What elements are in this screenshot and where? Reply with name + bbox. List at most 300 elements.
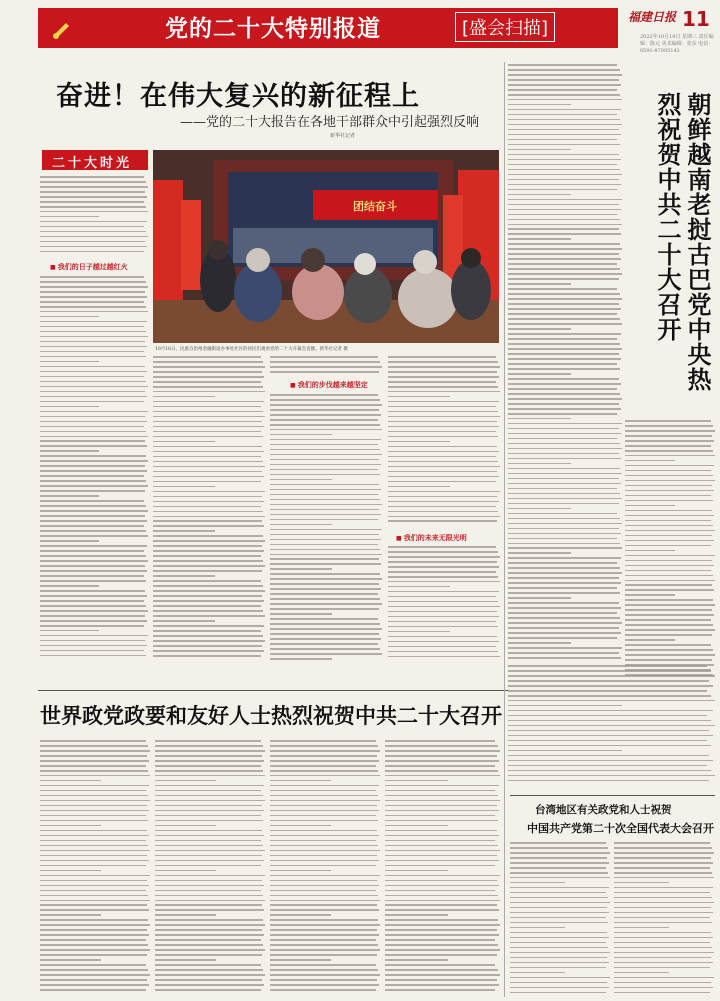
text-line xyxy=(270,909,379,911)
main-column-3 xyxy=(270,394,382,664)
text-line xyxy=(155,984,264,986)
text-line xyxy=(40,775,150,777)
text-line xyxy=(153,640,265,642)
text-line xyxy=(385,944,498,946)
text-line xyxy=(625,430,715,432)
text-line xyxy=(625,589,714,591)
text-line xyxy=(40,959,101,961)
text-line xyxy=(270,820,378,822)
text-line xyxy=(508,268,620,270)
text-line xyxy=(155,855,262,857)
text-line xyxy=(40,610,148,612)
text-line xyxy=(155,870,216,872)
text-line xyxy=(385,875,500,877)
text-line xyxy=(508,750,622,752)
text-line xyxy=(270,524,332,526)
text-line xyxy=(270,474,380,476)
text-line xyxy=(155,850,265,852)
text-line xyxy=(388,441,450,443)
text-line xyxy=(508,99,622,101)
text-line xyxy=(153,401,264,403)
text-line xyxy=(508,453,619,455)
text-line xyxy=(270,944,378,946)
text-line xyxy=(385,964,495,966)
text-line xyxy=(388,481,496,483)
text-line xyxy=(40,540,99,542)
text-line xyxy=(270,939,376,941)
text-line xyxy=(385,919,498,921)
text-line xyxy=(510,857,607,859)
text-line xyxy=(508,725,715,727)
text-line xyxy=(388,626,498,628)
text-line xyxy=(625,500,713,502)
text-line xyxy=(510,967,606,969)
text-line xyxy=(388,611,497,613)
text-line xyxy=(614,907,711,909)
text-line xyxy=(614,892,710,894)
text-line xyxy=(270,399,380,401)
text-line xyxy=(385,840,495,842)
text-line xyxy=(388,586,450,588)
text-line xyxy=(625,575,713,577)
text-line xyxy=(508,79,619,81)
text-line xyxy=(153,426,264,428)
text-line xyxy=(40,984,149,986)
text-line xyxy=(270,760,379,762)
text-line xyxy=(40,480,146,482)
section-title: 党的二十大特别报道 xyxy=(165,16,381,42)
text-line xyxy=(508,657,621,659)
text-line xyxy=(153,406,261,408)
text-line xyxy=(508,577,619,579)
text-line xyxy=(40,445,147,447)
text-line xyxy=(40,236,148,238)
text-line xyxy=(385,890,495,892)
text-line xyxy=(388,546,496,548)
text-line xyxy=(270,865,376,867)
text-line xyxy=(508,224,622,226)
text-line xyxy=(508,478,619,480)
text-line xyxy=(155,765,261,767)
text-line xyxy=(388,406,496,408)
bottom-column-1 xyxy=(40,740,150,995)
text-line xyxy=(40,760,149,762)
text-line xyxy=(270,464,381,466)
text-line xyxy=(508,710,713,712)
text-line xyxy=(155,959,216,961)
text-line xyxy=(508,612,617,614)
text-line xyxy=(388,366,500,368)
text-line xyxy=(508,353,619,355)
text-line xyxy=(153,520,262,522)
text-line xyxy=(270,840,376,842)
text-line xyxy=(385,895,498,897)
text-line xyxy=(385,904,497,906)
text-line xyxy=(385,984,499,986)
text-line xyxy=(270,459,379,461)
text-line xyxy=(40,366,145,368)
text-line xyxy=(270,588,381,590)
text-line xyxy=(155,775,265,777)
text-line xyxy=(510,982,607,984)
text-line xyxy=(385,909,499,911)
text-line xyxy=(270,583,379,585)
page-number: 11 xyxy=(682,7,710,31)
text-line xyxy=(388,631,450,633)
masthead-logo: 福建日报 xyxy=(628,10,677,24)
text-line xyxy=(153,486,215,488)
text-line xyxy=(508,473,622,475)
text-line xyxy=(510,992,606,994)
text-line xyxy=(270,979,377,981)
text-line xyxy=(508,572,622,574)
text-line xyxy=(385,929,497,931)
text-line xyxy=(153,560,263,562)
text-line xyxy=(508,582,621,584)
text-line xyxy=(614,887,713,889)
text-line xyxy=(40,934,149,936)
text-line xyxy=(388,466,500,468)
text-line xyxy=(270,924,380,926)
text-line xyxy=(508,109,621,111)
text-line xyxy=(270,780,331,782)
text-line xyxy=(510,862,609,864)
text-line xyxy=(625,555,715,557)
text-line xyxy=(385,755,497,757)
text-line xyxy=(155,760,264,762)
text-line xyxy=(270,974,380,976)
text-line xyxy=(388,496,497,498)
text-line xyxy=(508,243,620,245)
text-line xyxy=(153,516,265,518)
text-line xyxy=(385,830,497,832)
text-line xyxy=(508,760,713,762)
text-line xyxy=(40,276,144,278)
text-line xyxy=(40,291,145,293)
text-line xyxy=(385,924,500,926)
text-line xyxy=(385,969,498,971)
text-line xyxy=(614,932,711,934)
text-line xyxy=(508,248,622,250)
text-line xyxy=(155,974,265,976)
text-line xyxy=(508,288,617,290)
text-line xyxy=(270,489,381,491)
text-line xyxy=(155,895,263,897)
text-line xyxy=(40,301,144,303)
text-line xyxy=(40,765,146,767)
text-line xyxy=(625,659,712,661)
text-line xyxy=(508,134,621,136)
text-line xyxy=(40,231,146,233)
text-line xyxy=(508,328,571,330)
text-line xyxy=(155,815,261,817)
text-line xyxy=(270,810,379,812)
text-line xyxy=(40,800,150,802)
text-line xyxy=(385,750,500,752)
text-line xyxy=(388,516,500,518)
text-line xyxy=(508,263,617,265)
text-line xyxy=(508,154,619,156)
text-line xyxy=(510,957,607,959)
text-line xyxy=(388,581,500,583)
text-line xyxy=(270,745,378,747)
text-line xyxy=(508,543,620,545)
text-line xyxy=(270,514,381,516)
text-line xyxy=(40,904,147,906)
text-line xyxy=(510,987,609,989)
text-line xyxy=(385,885,499,887)
text-line xyxy=(155,904,262,906)
text-line xyxy=(625,594,675,596)
text-line xyxy=(270,795,378,797)
text-line xyxy=(40,326,144,328)
text-line xyxy=(508,258,621,260)
text-line xyxy=(40,805,147,807)
text-line xyxy=(508,74,622,76)
text-line xyxy=(508,622,622,624)
text-line xyxy=(40,595,147,597)
text-line xyxy=(614,877,714,879)
text-line xyxy=(388,651,498,653)
text-line xyxy=(40,361,99,363)
text-line xyxy=(155,835,264,837)
text-line xyxy=(625,629,715,631)
section-head-2: ■ 我们的步伐越来越坚定 xyxy=(290,380,368,390)
text-line xyxy=(385,740,495,742)
section-divider xyxy=(38,690,508,691)
text-line xyxy=(508,378,619,380)
text-line xyxy=(385,880,497,882)
text-line xyxy=(625,649,713,651)
text-line xyxy=(40,460,148,462)
text-line xyxy=(388,476,499,478)
text-line xyxy=(270,469,378,471)
text-line xyxy=(508,705,622,707)
text-line xyxy=(388,371,497,373)
text-line xyxy=(614,902,714,904)
text-line xyxy=(510,897,608,899)
text-line xyxy=(40,600,144,602)
text-line xyxy=(508,567,620,569)
text-line xyxy=(270,603,382,605)
text-line xyxy=(385,820,498,822)
text-line xyxy=(625,560,712,562)
text-line xyxy=(153,376,264,378)
text-line xyxy=(40,909,149,911)
text-line xyxy=(510,892,606,894)
text-line xyxy=(40,520,147,522)
text-line xyxy=(385,815,495,817)
text-line xyxy=(270,643,378,645)
text-line xyxy=(508,533,621,535)
text-line xyxy=(153,625,264,627)
text-line xyxy=(625,505,675,507)
text-line xyxy=(270,740,376,742)
text-line xyxy=(153,371,262,373)
text-line xyxy=(40,745,148,747)
text-line xyxy=(385,795,498,797)
text-line xyxy=(270,785,379,787)
text-line xyxy=(388,596,496,598)
text-line xyxy=(614,857,711,859)
text-line xyxy=(155,800,265,802)
main-byline: 新华社记者 xyxy=(330,133,356,139)
text-line xyxy=(508,740,707,742)
text-line xyxy=(510,952,610,954)
text-line xyxy=(153,496,262,498)
text-line xyxy=(510,907,607,909)
news-photo xyxy=(153,150,499,343)
text-line xyxy=(388,561,497,563)
text-line xyxy=(155,934,264,936)
text-line xyxy=(508,164,617,166)
main-headline: 奋进！在伟大复兴的新征程上 xyxy=(56,81,420,112)
text-line xyxy=(614,917,710,919)
text-line xyxy=(510,922,608,924)
text-line xyxy=(508,508,571,510)
text-line xyxy=(153,381,261,383)
text-line xyxy=(270,563,381,565)
party-emblem-icon xyxy=(46,11,80,45)
text-line xyxy=(270,509,379,511)
text-line xyxy=(385,745,498,747)
text-line xyxy=(153,655,261,657)
text-line xyxy=(508,720,711,722)
text-line xyxy=(385,900,500,902)
text-line xyxy=(510,937,609,939)
text-line xyxy=(385,780,448,782)
text-line xyxy=(155,979,262,981)
text-line xyxy=(508,144,620,146)
text-line xyxy=(40,560,148,562)
text-line xyxy=(510,872,608,874)
text-line xyxy=(153,590,265,592)
text-line xyxy=(40,426,144,428)
text-line xyxy=(270,850,380,852)
text-line xyxy=(508,755,709,757)
text-line xyxy=(40,939,146,941)
text-line xyxy=(388,446,497,448)
text-line xyxy=(153,540,265,542)
text-line xyxy=(508,149,571,151)
text-line xyxy=(40,949,150,951)
text-line xyxy=(270,371,379,373)
text-line xyxy=(40,495,99,497)
text-line xyxy=(153,525,264,527)
text-line xyxy=(155,755,262,757)
text-line xyxy=(155,949,265,951)
text-line xyxy=(614,952,714,954)
text-line xyxy=(40,630,99,632)
text-line xyxy=(270,855,377,857)
text-line xyxy=(625,485,712,487)
text-line xyxy=(508,408,621,410)
text-line xyxy=(155,969,263,971)
text-line xyxy=(270,549,380,551)
text-line xyxy=(388,411,498,413)
text-line xyxy=(40,755,147,757)
text-line xyxy=(40,440,145,442)
text-line xyxy=(508,562,617,564)
text-line xyxy=(614,847,712,849)
text-line xyxy=(508,493,620,495)
text-line xyxy=(508,84,621,86)
text-line xyxy=(614,987,713,989)
text-line xyxy=(508,358,621,360)
text-line xyxy=(625,614,714,616)
text-line xyxy=(625,540,714,542)
text-line xyxy=(508,418,571,420)
text-line xyxy=(40,885,149,887)
text-line xyxy=(388,386,498,388)
text-line xyxy=(270,504,382,506)
text-line xyxy=(388,381,496,383)
text-line xyxy=(153,396,215,398)
text-line xyxy=(270,613,332,615)
text-line xyxy=(625,654,715,656)
text-line xyxy=(40,416,145,418)
section-head-3: ■ 我们的未来无限光明 xyxy=(396,533,467,543)
text-line xyxy=(385,805,497,807)
text-line xyxy=(625,604,715,606)
text-line xyxy=(40,206,146,208)
text-line xyxy=(270,790,376,792)
text-line xyxy=(508,488,617,490)
text-line xyxy=(510,917,606,919)
text-line xyxy=(508,428,619,430)
text-line xyxy=(270,765,376,767)
text-line xyxy=(388,601,498,603)
text-line xyxy=(40,406,99,408)
text-line xyxy=(40,979,147,981)
text-line xyxy=(40,780,101,782)
text-line xyxy=(270,959,331,961)
text-line xyxy=(40,855,147,857)
text-line xyxy=(270,366,382,368)
text-line xyxy=(508,780,709,782)
text-line xyxy=(625,425,713,427)
text-line xyxy=(614,947,712,949)
text-line xyxy=(153,545,262,547)
text-line xyxy=(155,939,261,941)
text-line xyxy=(385,954,497,956)
main-column-1b xyxy=(40,276,148,664)
text-line xyxy=(40,625,144,627)
text-line xyxy=(388,396,450,398)
text-line xyxy=(153,605,261,607)
text-line xyxy=(388,501,499,503)
text-line xyxy=(155,954,262,956)
text-line xyxy=(40,455,146,457)
text-line xyxy=(40,346,147,348)
text-line xyxy=(508,715,707,717)
text-line xyxy=(40,605,146,607)
text-line xyxy=(153,441,215,443)
text-line xyxy=(385,855,497,857)
text-line xyxy=(385,865,495,867)
text-line xyxy=(385,825,448,827)
text-line xyxy=(625,455,715,457)
text-line xyxy=(40,331,146,333)
side-column-1 xyxy=(510,842,610,997)
text-line xyxy=(40,545,147,547)
text-line xyxy=(40,316,99,318)
text-line xyxy=(508,214,617,216)
text-line xyxy=(388,551,498,553)
text-line xyxy=(625,460,675,462)
text-line xyxy=(40,216,99,218)
text-line xyxy=(385,949,500,951)
